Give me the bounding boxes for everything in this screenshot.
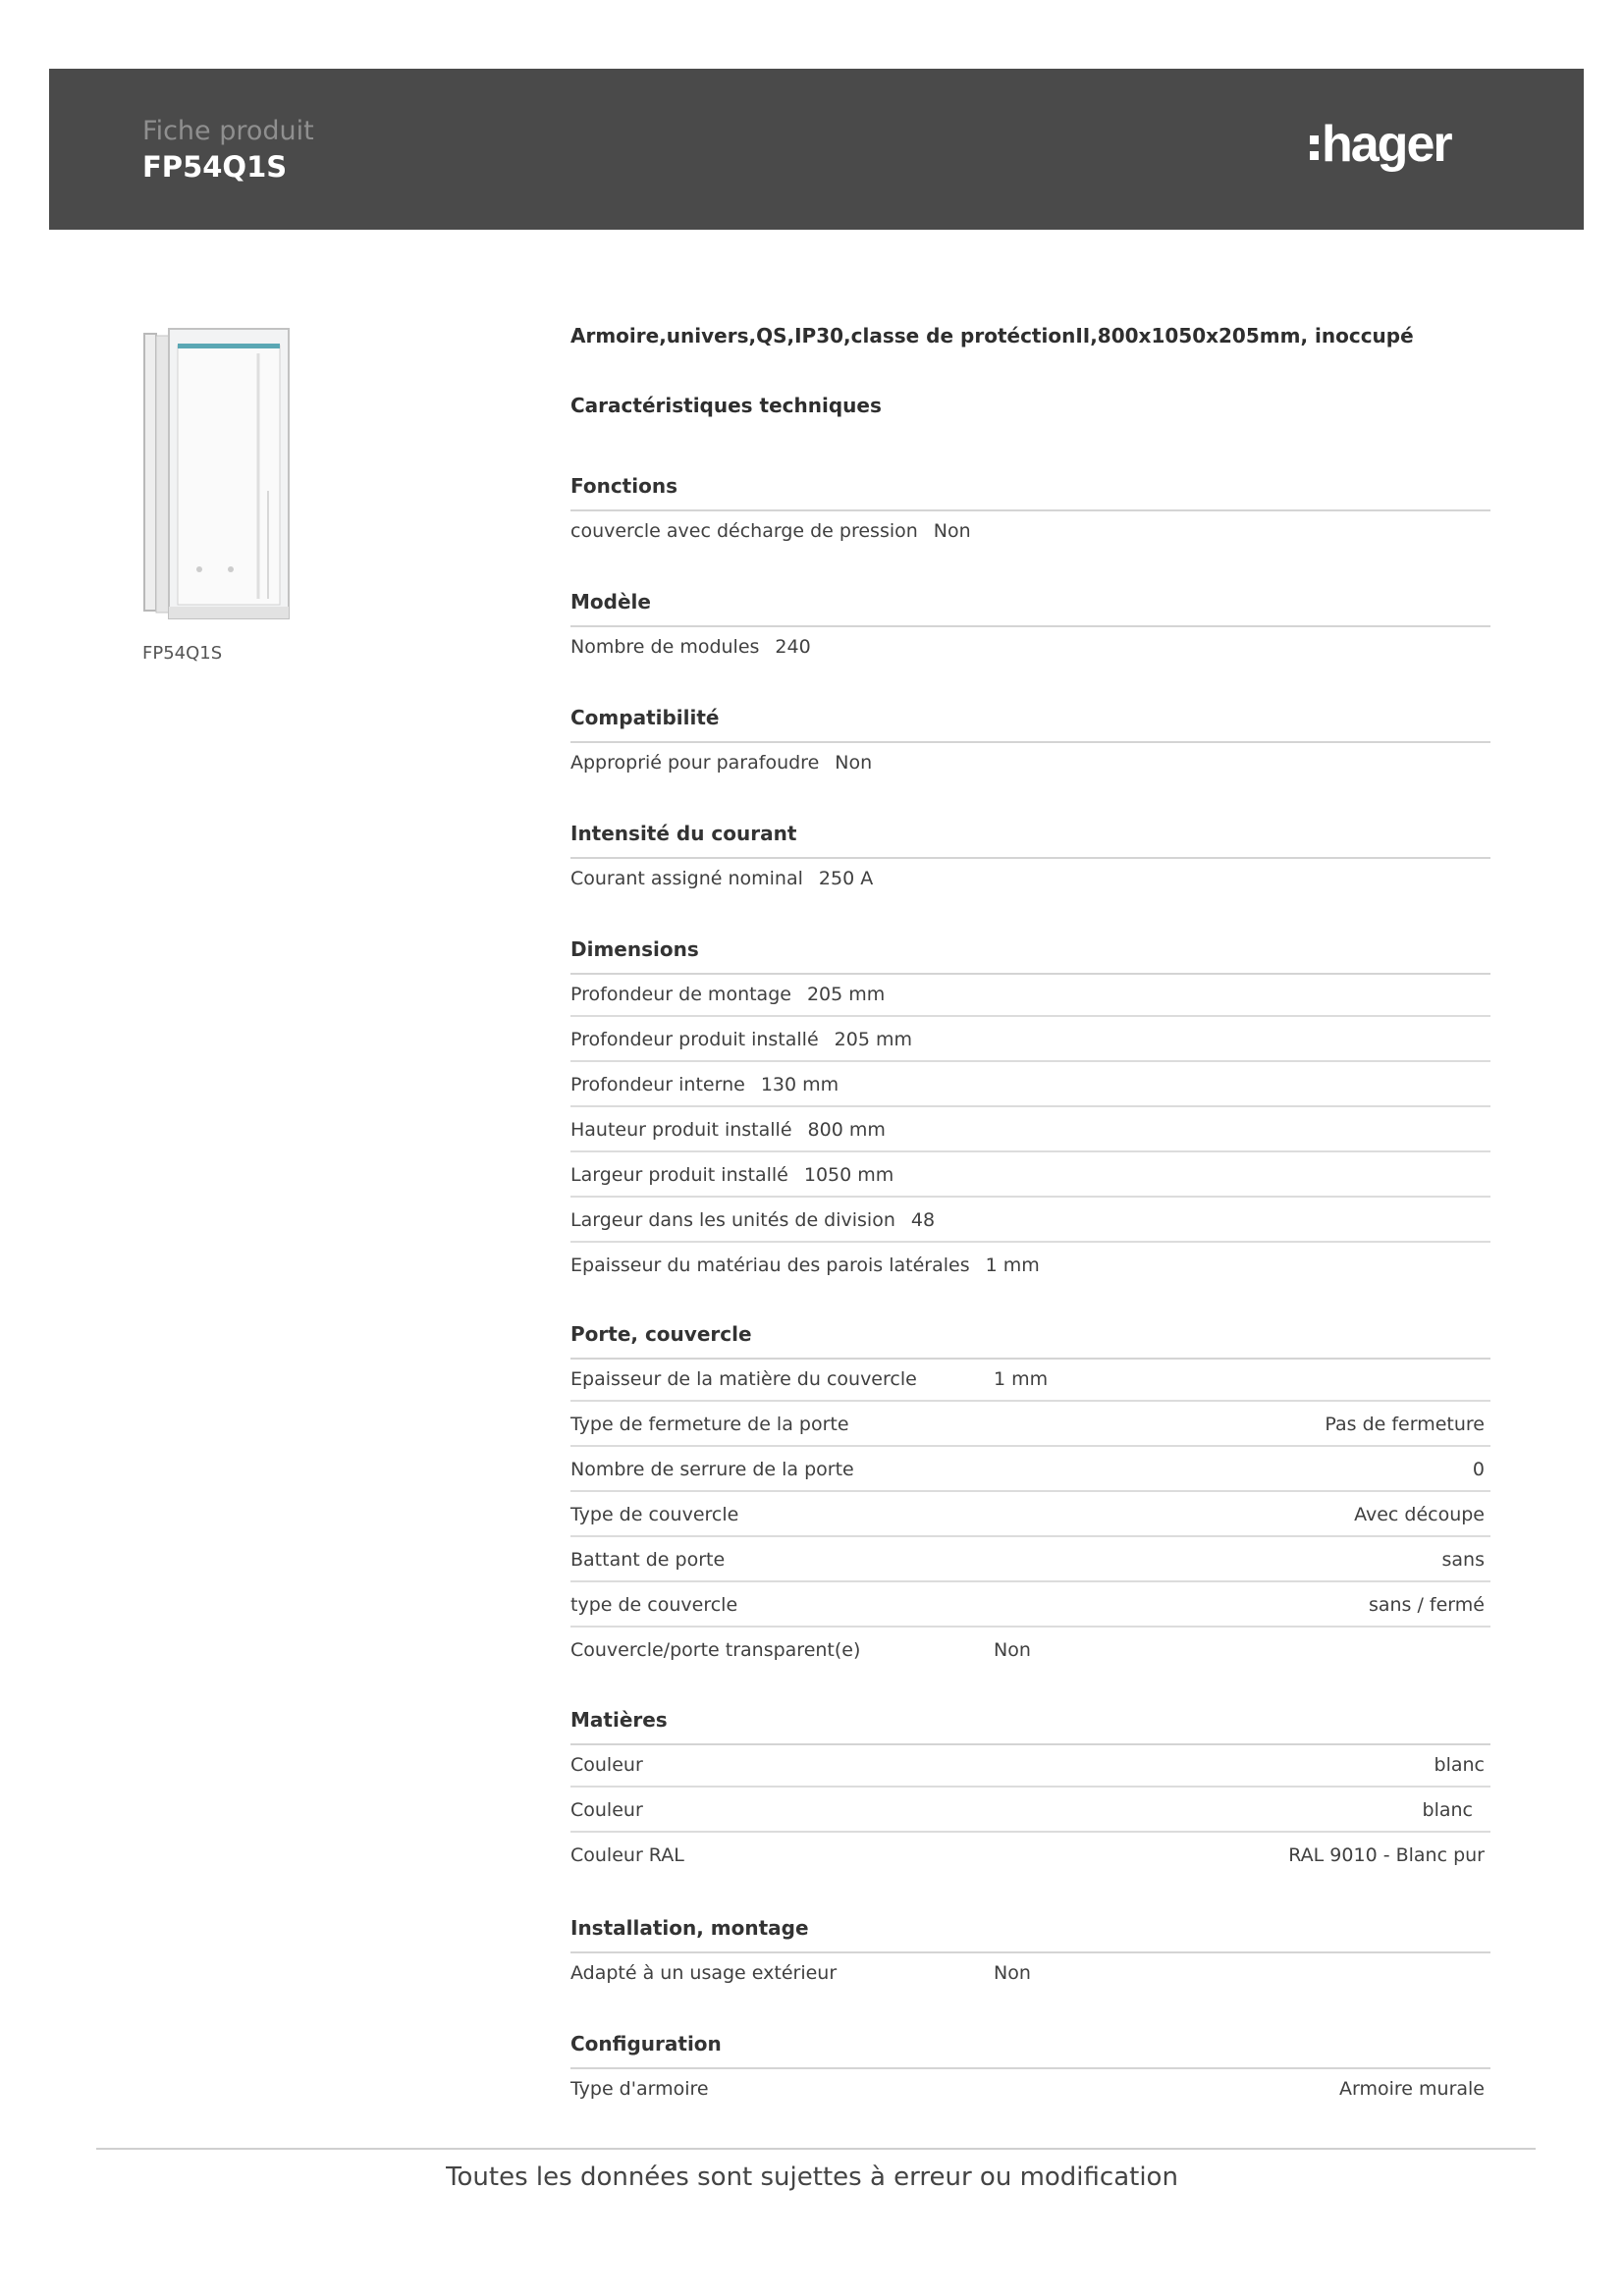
product-title: Armoire,univers,QS,IP30,classe de protéctionII,800x1050x205mm, inoccupé	[570, 324, 1414, 347]
spec-row: couvercle avec décharge de pression Non	[570, 520, 971, 542]
spec-row: Largeur produit installé 1050 mm	[570, 1153, 1490, 1198]
spec-row: Profondeur interne 130 mm	[570, 1063, 1490, 1107]
spec-row: Couleur blanc	[570, 1789, 1490, 1833]
svg-text:hager: hager	[1322, 116, 1451, 173]
spec-row: Adapté à un usage extérieur Non	[570, 1962, 1031, 1984]
section-title-installation: Installation, montage	[570, 1916, 1490, 1953]
spec-row: Couleur blanc	[570, 1743, 1490, 1788]
spec-row: Hauteur produit installé 800 mm	[570, 1108, 1490, 1152]
section-title-intensite: Intensité du courant	[570, 822, 1490, 859]
header-product-code: FP54Q1S	[142, 150, 288, 184]
spec-row: Nombre de serrure de la porte 0	[570, 1448, 1490, 1492]
section-title-compatibilite: Compatibilité	[570, 706, 1490, 743]
product-image	[142, 324, 295, 623]
section-title-modele: Modèle	[570, 590, 1490, 627]
spec-row: Battant de porte sans	[570, 1538, 1490, 1582]
footer-disclaimer: Toutes les données sont sujettes à erreur ou modification	[446, 2163, 1178, 2192]
footer-divider	[96, 2148, 1536, 2150]
spec-row: Couleur RAL RAL 9010 - Blanc pur	[570, 1844, 1485, 1866]
specs-subtitle: Caractéristiques techniques	[570, 394, 882, 417]
spec-row: Type d'armoire Armoire murale	[570, 2078, 1485, 2100]
header-subtitle: Fiche produit	[142, 116, 314, 146]
section-title-dimensions: Dimensions	[570, 937, 1490, 975]
spec-row: Epaisseur de la matière du couvercle 1 mm	[570, 1358, 1490, 1402]
section-title-configuration: Configuration	[570, 2032, 1490, 2069]
spec-row: Epaisseur du matériau des parois latérales 1 mm	[570, 1255, 1040, 1276]
section-title-fonctions: Fonctions	[570, 474, 1490, 511]
image-caption: FP54Q1S	[142, 643, 223, 664]
spec-row: Approprié pour parafoudre Non	[570, 752, 873, 774]
spec-row: Largeur dans les unités de division 48	[570, 1199, 1490, 1243]
spec-row: Type de couvercle Avec découpe	[570, 1493, 1490, 1537]
section-title-porte: Porte, couvercle	[570, 1322, 1490, 1360]
spec-row: Profondeur de montage 205 mm	[570, 973, 1490, 1017]
section-title-matieres: Matières	[570, 1708, 1490, 1745]
hager-logo	[1308, 112, 1534, 183]
spec-row: type de couvercle sans / fermé	[570, 1583, 1490, 1628]
spec-row: Couvercle/porte transparent(e) Non	[570, 1639, 1031, 1661]
spec-row: Courant assigné nominal 250 A	[570, 868, 874, 889]
spec-row: Nombre de modules 240	[570, 636, 811, 658]
spec-row: Type de fermeture de la porte Pas de fermeture	[570, 1403, 1490, 1447]
spec-row: Profondeur produit installé 205 mm	[570, 1018, 1490, 1062]
page-header	[49, 69, 1584, 230]
